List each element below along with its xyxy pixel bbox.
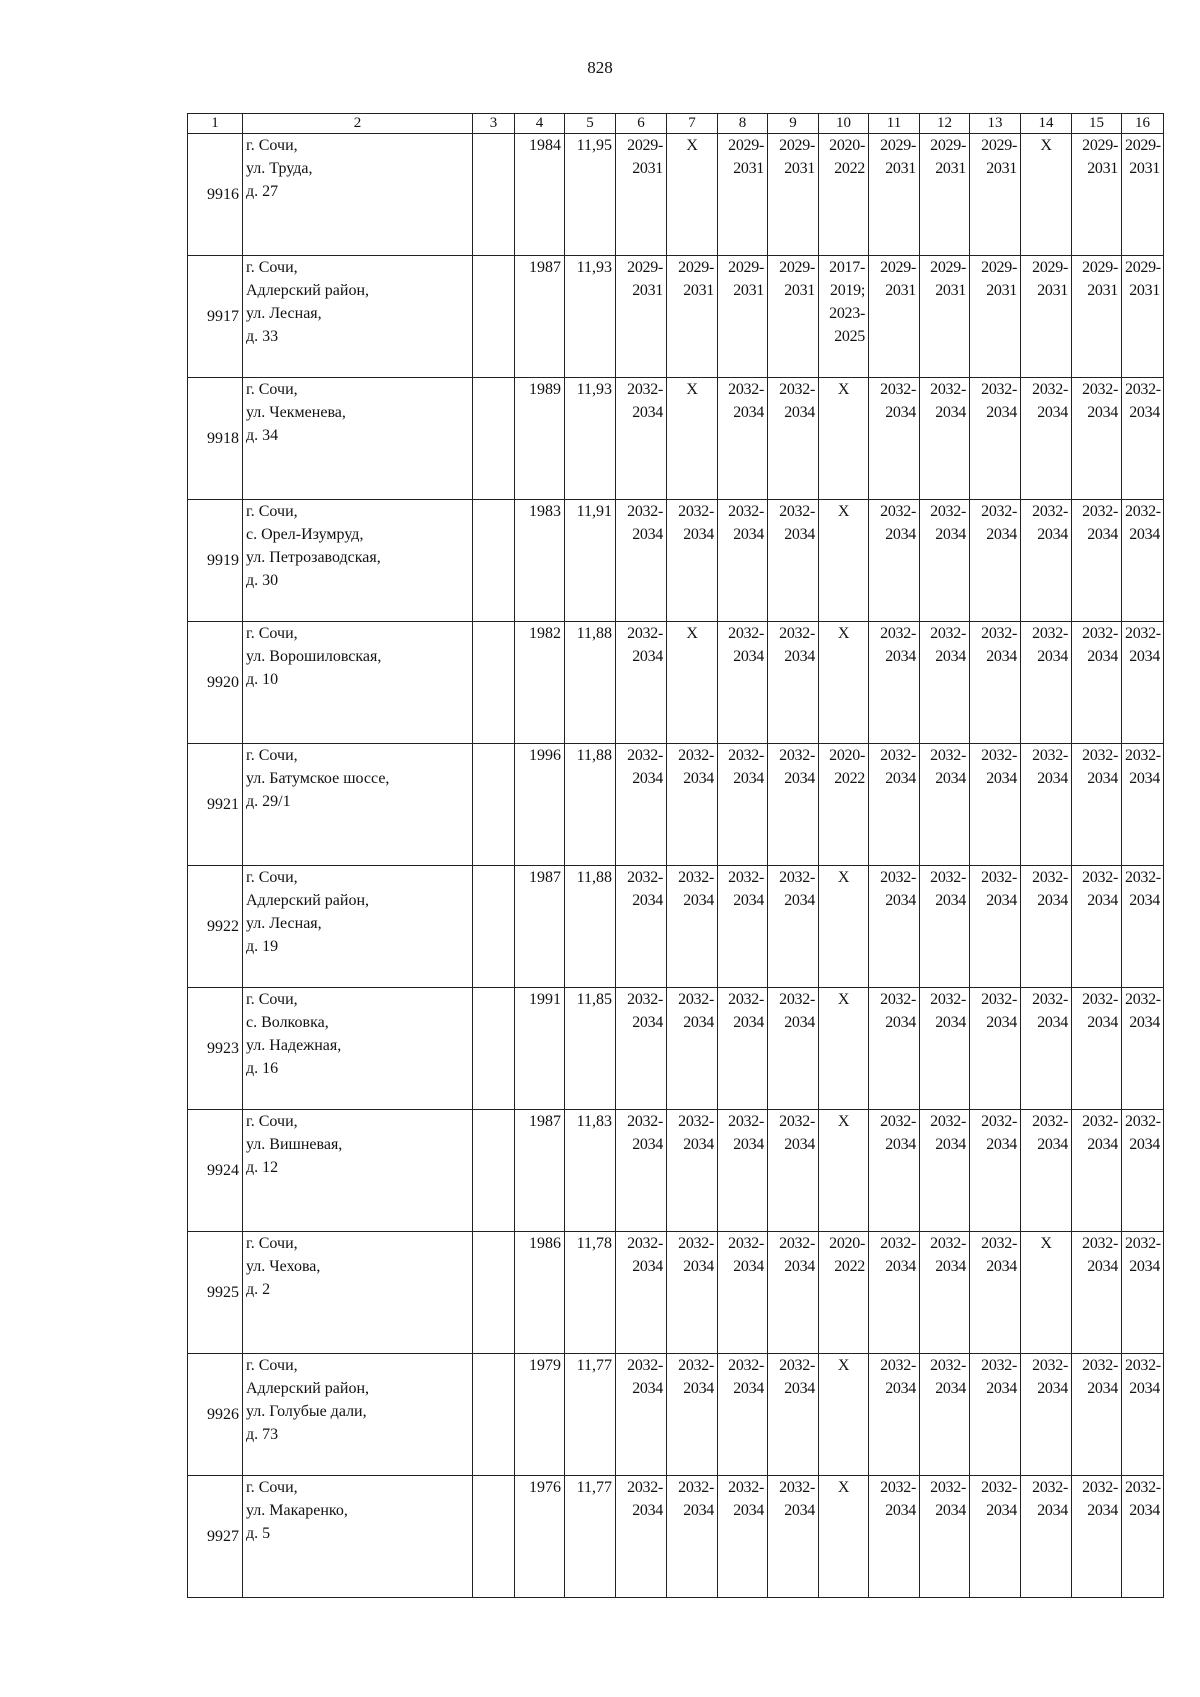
year-cell: 1987 — [515, 1110, 565, 1232]
table-row — [188, 1354, 1164, 1476]
period-cell: 2032- 2034 — [869, 988, 920, 1110]
period-cell: 2032- 2034 — [869, 622, 920, 744]
column-3-cell — [473, 622, 515, 744]
column-3-cell — [473, 988, 515, 1110]
period-cell: 2032- 2034 — [667, 1110, 718, 1232]
period-cell: 2020- 2022 — [819, 1232, 869, 1354]
period-cell: 2032- 2034 — [667, 1232, 718, 1354]
period-cell: 2032- 2034 — [718, 1476, 768, 1598]
period-cell: 2032- 2034 — [616, 1354, 667, 1476]
table-row — [188, 622, 1164, 744]
column-number-row — [188, 114, 1164, 134]
column-header: 8 — [718, 114, 768, 134]
period-cell: 2029- 2031 — [1072, 134, 1122, 256]
period-cell: 2032- 2034 — [667, 500, 718, 622]
period-cell: 2032- 2034 — [920, 1354, 970, 1476]
table-row — [188, 1232, 1164, 1354]
year-cell: 1976 — [515, 1476, 565, 1598]
period-cell: 2032- 2034 — [718, 1110, 768, 1232]
period-cell: 2029- 2031 — [1072, 256, 1122, 378]
period-cell: 2032- 2034 — [1021, 1476, 1072, 1598]
column-3-cell — [473, 866, 515, 988]
period-cell: 2032- 2034 — [970, 1110, 1021, 1232]
period-cell: 2032- 2034 — [920, 1476, 970, 1598]
year-cell: 1983 — [515, 500, 565, 622]
period-cell: 2032- 2034 — [768, 1110, 819, 1232]
period-cell: X — [667, 134, 718, 256]
row-number: 9921 — [188, 744, 243, 866]
period-cell: 2029- 2031 — [920, 256, 970, 378]
period-cell: 2032- 2034 — [768, 866, 819, 988]
address-cell: г. Сочи, ул. Ворошиловская, д. 10 — [243, 622, 473, 744]
year-cell: 1986 — [515, 1232, 565, 1354]
column-header: 6 — [616, 114, 667, 134]
period-cell: 2032- 2034 — [768, 1232, 819, 1354]
period-cell: 2032- 2034 — [768, 744, 819, 866]
column-header: 12 — [920, 114, 970, 134]
period-cell: 2032- 2034 — [616, 866, 667, 988]
period-cell: 2029- 2031 — [718, 256, 768, 378]
period-cell: 2020- 2022 — [819, 744, 869, 866]
period-cell: 2032- 2034 — [920, 378, 970, 500]
period-cell: 2032- 2034 — [667, 988, 718, 1110]
table-row — [188, 1476, 1164, 1598]
period-cell: 2032- 2034 — [667, 744, 718, 866]
period-cell: 2029- 2031 — [667, 256, 718, 378]
period-cell: X — [1021, 134, 1072, 256]
row-number: 9917 — [188, 256, 243, 378]
address-cell: г. Сочи, ул. Чекменева, д. 34 — [243, 378, 473, 500]
column-3-cell — [473, 1354, 515, 1476]
row-number: 9923 — [188, 988, 243, 1110]
row-number: 9924 — [188, 1110, 243, 1232]
table-row — [188, 378, 1164, 500]
year-cell: 1996 — [515, 744, 565, 866]
period-cell: X — [667, 378, 718, 500]
address-cell: г. Сочи, ул. Батумское шоссе, д. 29/1 — [243, 744, 473, 866]
row-number: 9926 — [188, 1354, 243, 1476]
period-cell: X — [819, 866, 869, 988]
column-3-cell — [473, 1476, 515, 1598]
period-cell: 2032- 2034 — [1021, 744, 1072, 866]
period-cell: X — [819, 622, 869, 744]
column-3-cell — [473, 744, 515, 866]
period-cell: 2032- 2034 — [970, 744, 1021, 866]
period-cell: 2032- 2034 — [920, 1110, 970, 1232]
period-cell: 2032- 2034 — [768, 1476, 819, 1598]
period-cell: 2032- 2034 — [1021, 1354, 1072, 1476]
address-cell: г. Сочи, ул. Вишневая, д. 12 — [243, 1110, 473, 1232]
period-cell: 2032- 2034 — [970, 1354, 1021, 1476]
column-header: 10 — [819, 114, 869, 134]
value-cell: 11,88 — [565, 866, 616, 988]
period-cell: X — [819, 1110, 869, 1232]
period-cell: 2032- 2034 — [616, 744, 667, 866]
period-cell: 2029- 2031 — [768, 134, 819, 256]
column-header: 5 — [565, 114, 616, 134]
period-cell: 2029- 2031 — [970, 256, 1021, 378]
period-cell: 2032- 2034 — [1072, 1232, 1122, 1354]
period-cell: 2032- 2034 — [718, 1232, 768, 1354]
period-cell: 2029- 2031 — [869, 134, 920, 256]
period-cell: 2032- 2034 — [616, 622, 667, 744]
year-cell: 1987 — [515, 256, 565, 378]
period-cell: 2032- 2034 — [869, 378, 920, 500]
period-cell: 2032- 2034 — [616, 1110, 667, 1232]
period-cell: 2032- 2034 — [1122, 1354, 1164, 1476]
year-cell: 1982 — [515, 622, 565, 744]
table-row — [188, 256, 1164, 378]
period-cell: 2032- 2034 — [1072, 988, 1122, 1110]
column-header: 3 — [473, 114, 515, 134]
period-cell: 2029- 2031 — [616, 134, 667, 256]
period-cell: 2032- 2034 — [1021, 378, 1072, 500]
value-cell: 11,88 — [565, 744, 616, 866]
column-header: 2 — [243, 114, 473, 134]
period-cell: 2032- 2034 — [970, 1476, 1021, 1598]
period-cell: 2032- 2034 — [667, 1476, 718, 1598]
period-cell: 2029- 2031 — [718, 134, 768, 256]
value-cell: 11,77 — [565, 1354, 616, 1476]
column-header: 14 — [1021, 114, 1072, 134]
column-3-cell — [473, 378, 515, 500]
period-cell: 2032- 2034 — [1072, 744, 1122, 866]
address-cell: г. Сочи, с. Волковка, ул. Надежная, д. 16 — [243, 988, 473, 1110]
value-cell: 11,95 — [565, 134, 616, 256]
period-cell: 2032- 2034 — [970, 378, 1021, 500]
column-header: 1 — [188, 114, 243, 134]
value-cell: 11,88 — [565, 622, 616, 744]
period-cell: 2032- 2034 — [616, 1232, 667, 1354]
year-cell: 1979 — [515, 1354, 565, 1476]
period-cell: 2032- 2034 — [1122, 1110, 1164, 1232]
year-cell: 1989 — [515, 378, 565, 500]
table-row — [188, 1110, 1164, 1232]
period-cell: 2032- 2034 — [869, 1354, 920, 1476]
period-cell: 2032- 2034 — [1021, 988, 1072, 1110]
period-cell: 2032- 2034 — [920, 500, 970, 622]
period-cell: 2032- 2034 — [1072, 1110, 1122, 1232]
period-cell: 2032- 2034 — [920, 866, 970, 988]
period-cell: X — [819, 1354, 869, 1476]
period-cell: 2032- 2034 — [970, 622, 1021, 744]
column-header: 9 — [768, 114, 819, 134]
period-cell: 2032- 2034 — [718, 378, 768, 500]
table-row — [188, 134, 1164, 256]
period-cell: 2032- 2034 — [768, 1354, 819, 1476]
period-cell: 2029- 2031 — [768, 256, 819, 378]
period-cell: 2032- 2034 — [768, 988, 819, 1110]
period-cell: 2029- 2031 — [1122, 256, 1164, 378]
table-row — [188, 500, 1164, 622]
address-cell: г. Сочи, Адлерский район, ул. Голубые дали, д. 73 — [243, 1354, 473, 1476]
period-cell: X — [819, 378, 869, 500]
column-header: 11 — [869, 114, 920, 134]
period-cell: 2032- 2034 — [1122, 1476, 1164, 1598]
row-number: 9927 — [188, 1476, 243, 1598]
period-cell: 2032- 2034 — [1021, 866, 1072, 988]
period-cell: 2032- 2034 — [970, 866, 1021, 988]
page-number: 828 — [587, 58, 613, 77]
value-cell: 11,93 — [565, 256, 616, 378]
period-cell: 2032- 2034 — [869, 744, 920, 866]
period-cell: 2032- 2034 — [869, 866, 920, 988]
period-cell: 2032- 2034 — [970, 500, 1021, 622]
period-cell: 2032- 2034 — [1122, 744, 1164, 866]
period-cell: 2032- 2034 — [970, 1232, 1021, 1354]
period-cell: 2032- 2034 — [1072, 378, 1122, 500]
period-cell: 2032- 2034 — [667, 1354, 718, 1476]
period-cell: 2032- 2034 — [1072, 500, 1122, 622]
value-cell: 11,77 — [565, 1476, 616, 1598]
period-cell: 2032- 2034 — [718, 1354, 768, 1476]
address-cell: г. Сочи, ул. Чехова, д. 2 — [243, 1232, 473, 1354]
value-cell: 11,83 — [565, 1110, 616, 1232]
period-cell: X — [1021, 1232, 1072, 1354]
row-number: 9922 — [188, 866, 243, 988]
period-cell: 2029- 2031 — [920, 134, 970, 256]
column-3-cell — [473, 256, 515, 378]
period-cell: X — [819, 1476, 869, 1598]
column-header: 15 — [1072, 114, 1122, 134]
row-number: 9919 — [188, 500, 243, 622]
period-cell: 2032- 2034 — [920, 988, 970, 1110]
year-cell: 1987 — [515, 866, 565, 988]
period-cell: 2032- 2034 — [970, 988, 1021, 1110]
period-cell: 2032- 2034 — [1122, 1232, 1164, 1354]
address-cell: г. Сочи, с. Орел-Изумруд, ул. Петрозаводская, д. 30 — [243, 500, 473, 622]
period-cell: 2029- 2031 — [1122, 134, 1164, 256]
value-cell: 11,93 — [565, 378, 616, 500]
period-cell: 2032- 2034 — [1072, 622, 1122, 744]
period-cell: X — [667, 622, 718, 744]
period-cell: 2032- 2034 — [1122, 622, 1164, 744]
period-cell: 2032- 2034 — [768, 622, 819, 744]
period-cell: 2032- 2034 — [1021, 622, 1072, 744]
column-3-cell — [473, 1232, 515, 1354]
row-number: 9925 — [188, 1232, 243, 1354]
period-cell: 2032- 2034 — [1072, 1476, 1122, 1598]
table-row — [188, 866, 1164, 988]
period-cell: 2020- 2022 — [819, 134, 869, 256]
period-cell: 2032- 2034 — [667, 866, 718, 988]
period-cell: 2032- 2034 — [1122, 988, 1164, 1110]
column-header: 4 — [515, 114, 565, 134]
period-cell: 2032- 2034 — [1122, 866, 1164, 988]
value-cell: 11,78 — [565, 1232, 616, 1354]
value-cell: 11,91 — [565, 500, 616, 622]
year-cell: 1991 — [515, 988, 565, 1110]
period-cell: 2032- 2034 — [1021, 1110, 1072, 1232]
column-header: 7 — [667, 114, 718, 134]
period-cell: 2032- 2034 — [1072, 1354, 1122, 1476]
period-cell: 2032- 2034 — [718, 866, 768, 988]
period-cell: 2032- 2034 — [718, 988, 768, 1110]
period-cell: 2032- 2034 — [869, 500, 920, 622]
period-cell: X — [819, 988, 869, 1110]
column-header: 16 — [1122, 114, 1164, 134]
period-cell: 2032- 2034 — [869, 1232, 920, 1354]
address-cell: г. Сочи, ул. Макаренко, д. 5 — [243, 1476, 473, 1598]
period-cell: 2032- 2034 — [616, 988, 667, 1110]
period-cell: 2032- 2034 — [869, 1110, 920, 1232]
column-3-cell — [473, 134, 515, 256]
period-cell: 2032- 2034 — [768, 500, 819, 622]
period-cell: 2029- 2031 — [970, 134, 1021, 256]
period-cell: 2032- 2034 — [1122, 378, 1164, 500]
period-cell: 2032- 2034 — [616, 500, 667, 622]
period-cell: 2032- 2034 — [616, 1476, 667, 1598]
row-number: 9918 — [188, 378, 243, 500]
column-3-cell — [473, 500, 515, 622]
period-cell: 2029- 2031 — [1021, 256, 1072, 378]
period-cell: 2032- 2034 — [718, 622, 768, 744]
table-row — [188, 988, 1164, 1110]
table-row — [188, 744, 1164, 866]
period-cell: 2032- 2034 — [920, 744, 970, 866]
period-cell: 2032- 2034 — [869, 1476, 920, 1598]
period-cell: 2032- 2034 — [768, 378, 819, 500]
address-cell: г. Сочи, Адлерский район, ул. Лесная, д. 33 — [243, 256, 473, 378]
row-number: 9920 — [188, 622, 243, 744]
period-cell: 2029- 2031 — [869, 256, 920, 378]
period-cell: X — [819, 500, 869, 622]
period-cell: 2032- 2034 — [1072, 866, 1122, 988]
address-cell: г. Сочи, Адлерский район, ул. Лесная, д. 19 — [243, 866, 473, 988]
period-cell: 2032- 2034 — [1021, 500, 1072, 622]
value-cell: 11,85 — [565, 988, 616, 1110]
period-cell: 2017- 2019; 2023- 2025 — [819, 256, 869, 378]
period-cell: 2029- 2031 — [616, 256, 667, 378]
period-cell: 2032- 2034 — [718, 500, 768, 622]
period-cell: 2032- 2034 — [616, 378, 667, 500]
period-cell: 2032- 2034 — [718, 744, 768, 866]
repair-schedule-table — [187, 113, 1164, 1598]
period-cell: 2032- 2034 — [1122, 500, 1164, 622]
row-number: 9916 — [188, 134, 243, 256]
period-cell: 2032- 2034 — [920, 1232, 970, 1354]
period-cell: 2032- 2034 — [920, 622, 970, 744]
column-header: 13 — [970, 114, 1021, 134]
year-cell: 1984 — [515, 134, 565, 256]
address-cell: г. Сочи, ул. Труда, д. 27 — [243, 134, 473, 256]
column-3-cell — [473, 1110, 515, 1232]
